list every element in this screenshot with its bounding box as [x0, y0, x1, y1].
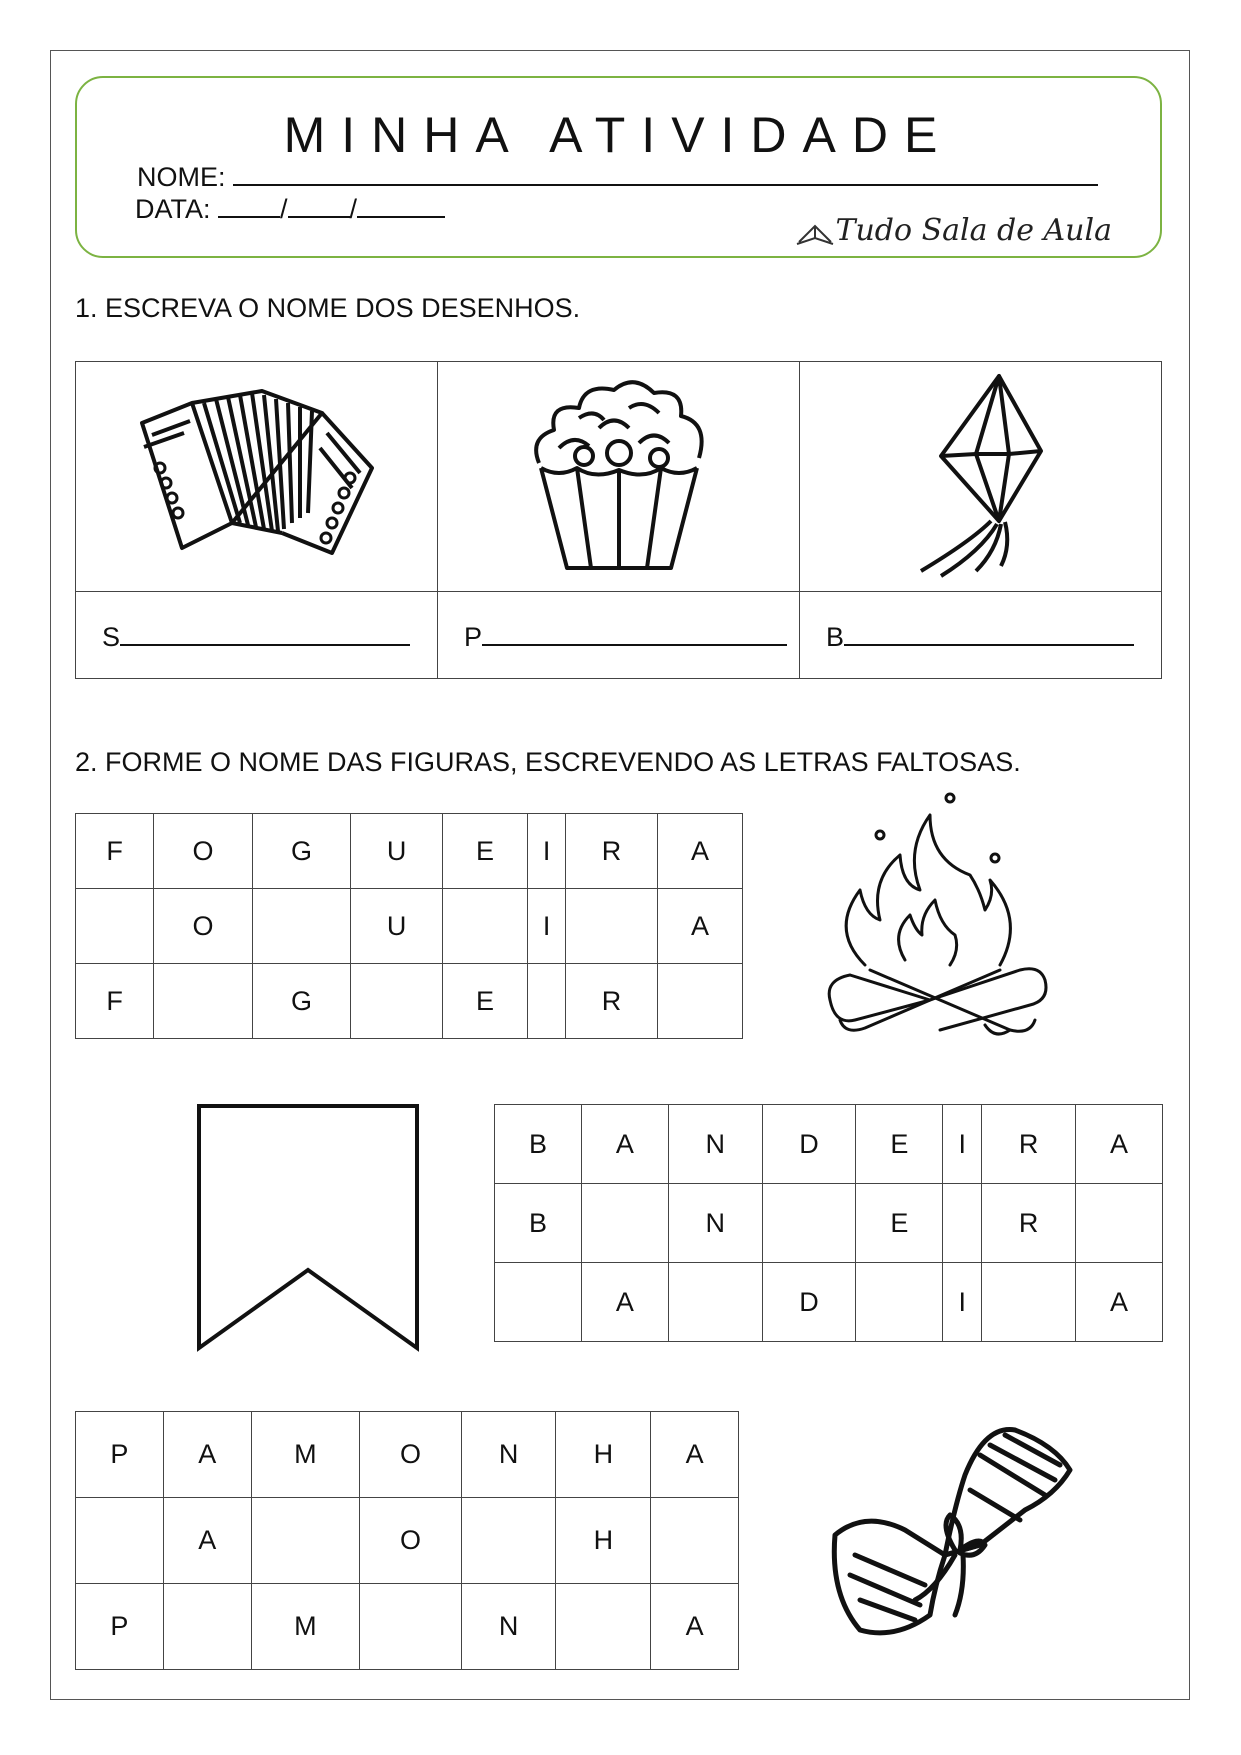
- letter-cell: O: [360, 1412, 462, 1498]
- answer-line-1[interactable]: [120, 618, 410, 646]
- answer-line-2[interactable]: [482, 618, 787, 646]
- answer-cell-3[interactable]: [800, 592, 1162, 679]
- name-line: [137, 158, 1098, 193]
- letter-cell[interactable]: [251, 1498, 360, 1584]
- name-field[interactable]: [233, 158, 1098, 186]
- letter-cell: I: [943, 1105, 982, 1184]
- letter-cell[interactable]: [495, 1263, 582, 1342]
- logo-text: Tudo Sala de Aula: [835, 213, 1112, 248]
- letter-cell: E: [856, 1184, 943, 1263]
- letter-cell[interactable]: [461, 1498, 556, 1584]
- grid-row: [495, 1184, 1163, 1263]
- date-month-field[interactable]: [288, 190, 350, 218]
- letter-cell: B: [495, 1184, 582, 1263]
- letter-cell[interactable]: [76, 1498, 164, 1584]
- letter-cell: R: [566, 814, 658, 889]
- letter-cell: A: [1076, 1263, 1163, 1342]
- grid-row: [76, 889, 743, 964]
- grid-row: [76, 1498, 739, 1584]
- letter-cell: A: [581, 1105, 668, 1184]
- letter-cell[interactable]: [76, 889, 154, 964]
- letter-cell: A: [163, 1412, 251, 1498]
- letter-cell: I: [528, 814, 566, 889]
- accordion-icon: [122, 373, 392, 573]
- letter-cell[interactable]: [982, 1263, 1076, 1342]
- letter-cell: F: [76, 964, 154, 1039]
- letter-cell: D: [762, 1105, 856, 1184]
- bonfire-icon: [810, 790, 1060, 1050]
- date-day-field[interactable]: [218, 190, 280, 218]
- question-1: 1. ESCREVA O NOME DOS DESENHOS.: [75, 293, 581, 323]
- page-title: MINHA ATIVIDADE: [283, 107, 954, 163]
- date-line: DATA: / /: [135, 190, 445, 225]
- start-letter-1: S: [102, 621, 121, 652]
- letter-cell[interactable]: [566, 889, 658, 964]
- balloon-cell: [800, 362, 1162, 592]
- letter-cell: B: [495, 1105, 582, 1184]
- letter-cell[interactable]: [443, 889, 528, 964]
- date-label: DATA:: [135, 194, 211, 224]
- letter-cell: A: [581, 1263, 668, 1342]
- letter-cell: A: [651, 1412, 739, 1498]
- question-1-table: [75, 361, 1162, 679]
- bandeira-grid: [494, 1104, 1163, 1342]
- letter-cell: U: [351, 814, 443, 889]
- letter-cell[interactable]: [581, 1184, 668, 1263]
- letter-cell: R: [982, 1184, 1076, 1263]
- letter-cell: O: [154, 889, 253, 964]
- grid-row: [495, 1263, 1163, 1342]
- flag-icon: [195, 1100, 425, 1360]
- pamonha-grid: [75, 1411, 739, 1670]
- letter-cell: I: [528, 889, 566, 964]
- letter-cell: M: [251, 1412, 360, 1498]
- letter-cell: A: [163, 1498, 251, 1584]
- letter-cell: G: [252, 964, 351, 1039]
- grid-row: [76, 964, 743, 1039]
- fogueira-grid: [75, 813, 743, 1039]
- letter-cell[interactable]: [351, 964, 443, 1039]
- letter-cell: N: [668, 1105, 762, 1184]
- letter-cell[interactable]: [668, 1263, 762, 1342]
- start-letter-2: P: [464, 621, 483, 652]
- letter-cell: E: [856, 1105, 943, 1184]
- letter-cell: H: [556, 1412, 651, 1498]
- letter-cell: O: [154, 814, 253, 889]
- letter-cell[interactable]: [856, 1263, 943, 1342]
- letter-cell: D: [762, 1263, 856, 1342]
- letter-cell: P: [76, 1584, 164, 1670]
- letter-cell: A: [657, 889, 742, 964]
- letter-cell: G: [252, 814, 351, 889]
- letter-cell: N: [668, 1184, 762, 1263]
- header-box: [75, 76, 1162, 258]
- letter-cell[interactable]: [651, 1498, 739, 1584]
- start-letter-3: B: [826, 621, 845, 652]
- letter-cell: A: [1076, 1105, 1163, 1184]
- letter-cell: M: [251, 1584, 360, 1670]
- letter-cell[interactable]: [252, 889, 351, 964]
- book-icon: [795, 220, 835, 248]
- letter-cell: R: [566, 964, 658, 1039]
- letter-cell[interactable]: [528, 964, 566, 1039]
- answer-line-3[interactable]: [844, 618, 1134, 646]
- pamonha-icon: [815, 1415, 1085, 1655]
- grid-row: [76, 1412, 739, 1498]
- letter-cell: P: [76, 1412, 164, 1498]
- letter-cell[interactable]: [657, 964, 742, 1039]
- grid-row: [495, 1105, 1163, 1184]
- letter-cell: E: [443, 964, 528, 1039]
- letter-cell[interactable]: [163, 1584, 251, 1670]
- grid-row: [76, 814, 743, 889]
- grid-row: [76, 1584, 739, 1670]
- letter-cell[interactable]: [154, 964, 253, 1039]
- answer-cell-1[interactable]: [76, 592, 438, 679]
- letter-cell: F: [76, 814, 154, 889]
- popcorn-icon: [519, 368, 719, 578]
- popcorn-cell: [438, 362, 800, 592]
- letter-cell: H: [556, 1498, 651, 1584]
- accordion-cell: [76, 362, 438, 592]
- letter-cell[interactable]: [943, 1184, 982, 1263]
- letter-cell: N: [461, 1412, 556, 1498]
- letter-cell: O: [360, 1498, 462, 1584]
- letter-cell[interactable]: [360, 1584, 462, 1670]
- balloon-icon: [881, 366, 1081, 581]
- question-2: 2. FORME O NOME DAS FIGURAS, ESCREVENDO AS LETRAS FALTOSAS.: [75, 747, 1021, 777]
- logo: [795, 213, 1112, 248]
- letter-cell[interactable]: [762, 1184, 856, 1263]
- letter-cell[interactable]: [556, 1584, 651, 1670]
- letter-cell: I: [943, 1263, 982, 1342]
- letter-cell: N: [461, 1584, 556, 1670]
- letter-cell: A: [657, 814, 742, 889]
- letter-cell: E: [443, 814, 528, 889]
- date-year-field[interactable]: [357, 190, 445, 218]
- letter-cell: U: [351, 889, 443, 964]
- name-label: NOME:: [137, 162, 226, 192]
- letter-cell[interactable]: [1076, 1184, 1163, 1263]
- answer-cell-2[interactable]: [438, 592, 800, 679]
- letter-cell: R: [982, 1105, 1076, 1184]
- letter-cell: A: [651, 1584, 739, 1670]
